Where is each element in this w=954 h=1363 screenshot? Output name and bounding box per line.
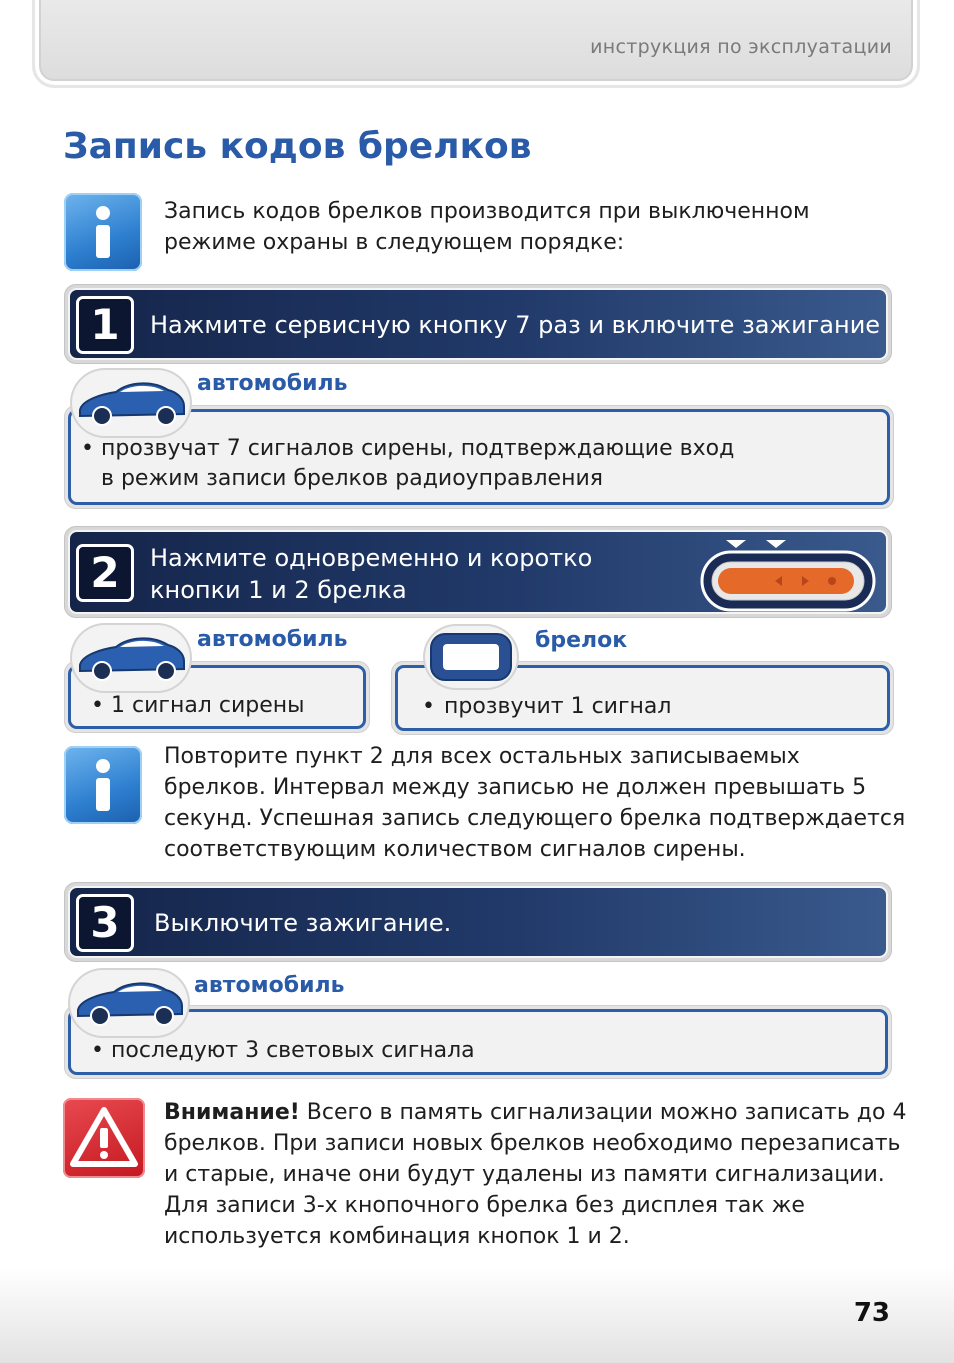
repeat-note: Повторите пункт 2 для всех остальных записываемых брелков. Интервал между записью не должен превышать 5 секунд. Успешная запись следующего брелка подтверждается соответствующим количеством сигналов сирены. [164, 744, 906, 862]
page-title: Запись кодов брелков [63, 126, 532, 167]
step-2-car-bullet: • [91, 693, 104, 718]
step-2-number: 2 [76, 544, 134, 602]
intro-paragraph: Запись кодов брелков производится при выключенном режиме охраны в следующем порядке: [164, 199, 810, 255]
header-caption: инструкция по эксплуатации [590, 36, 892, 58]
warning-icon [63, 1098, 145, 1178]
step-3-car-label: автомобиль [194, 973, 345, 998]
car-icon [70, 970, 188, 1036]
warning-text: Внимание! Всего в память сигнализации можно записать до 4 брелков. При записи новых брелков необходимо перезаписать и старые, иначе они будут удалены из памяти сигнализации. Для записи 3-х кнопочного брелка без дисплея так же используется комбинация кнопок 1 и 2. [164, 1100, 907, 1249]
info-icon [64, 193, 142, 271]
step-2-car-text: 1 сигнал сирены [111, 693, 305, 718]
fob-badge [425, 626, 517, 688]
step-2-car-label: автомобиль [197, 627, 348, 652]
step-1-car-text: прозвучат 7 сигналов сирены, подтверждающие вход в режим записи брелков радиоуправления [101, 436, 735, 491]
car-badge [72, 625, 190, 691]
step-2-text: Нажмите одновременно и коротко кнопки 1 и 2 брелка [150, 544, 593, 604]
step-2-fob-bullet: • [422, 694, 435, 719]
step-3-car-bullet: • [91, 1038, 104, 1063]
step-2-fob-label: брелок [535, 628, 628, 653]
step-2-fob-text: прозвучит 1 сигнал [444, 694, 672, 719]
car-badge [72, 370, 190, 436]
step-3-number: 3 [76, 894, 134, 952]
step-1-car-label: автомобиль [197, 371, 348, 396]
car-icon [72, 370, 190, 436]
step-3-text: Выключите зажигание. [154, 909, 452, 937]
step-1-banner [64, 284, 892, 364]
step-3-car-text: последуют 3 световых сигнала [111, 1038, 475, 1063]
step-3-banner [64, 882, 892, 962]
step-1-number: 1 [76, 296, 134, 354]
key-fob-icon [698, 536, 878, 614]
info-icon [64, 746, 142, 824]
step-3-car-result [64, 1005, 892, 1079]
step-2-banner [64, 526, 892, 618]
car-icon [72, 625, 190, 691]
warning-bold: Внимание! [164, 1100, 300, 1125]
step-1-text: Нажмите сервисную кнопку 7 раз и включите зажигание [150, 311, 881, 339]
remote-display-icon [425, 626, 517, 688]
footer-band [0, 1268, 954, 1363]
page-number: 73 [853, 1298, 890, 1328]
car-badge [70, 970, 188, 1036]
step-1-car-bullet: • [81, 436, 94, 461]
